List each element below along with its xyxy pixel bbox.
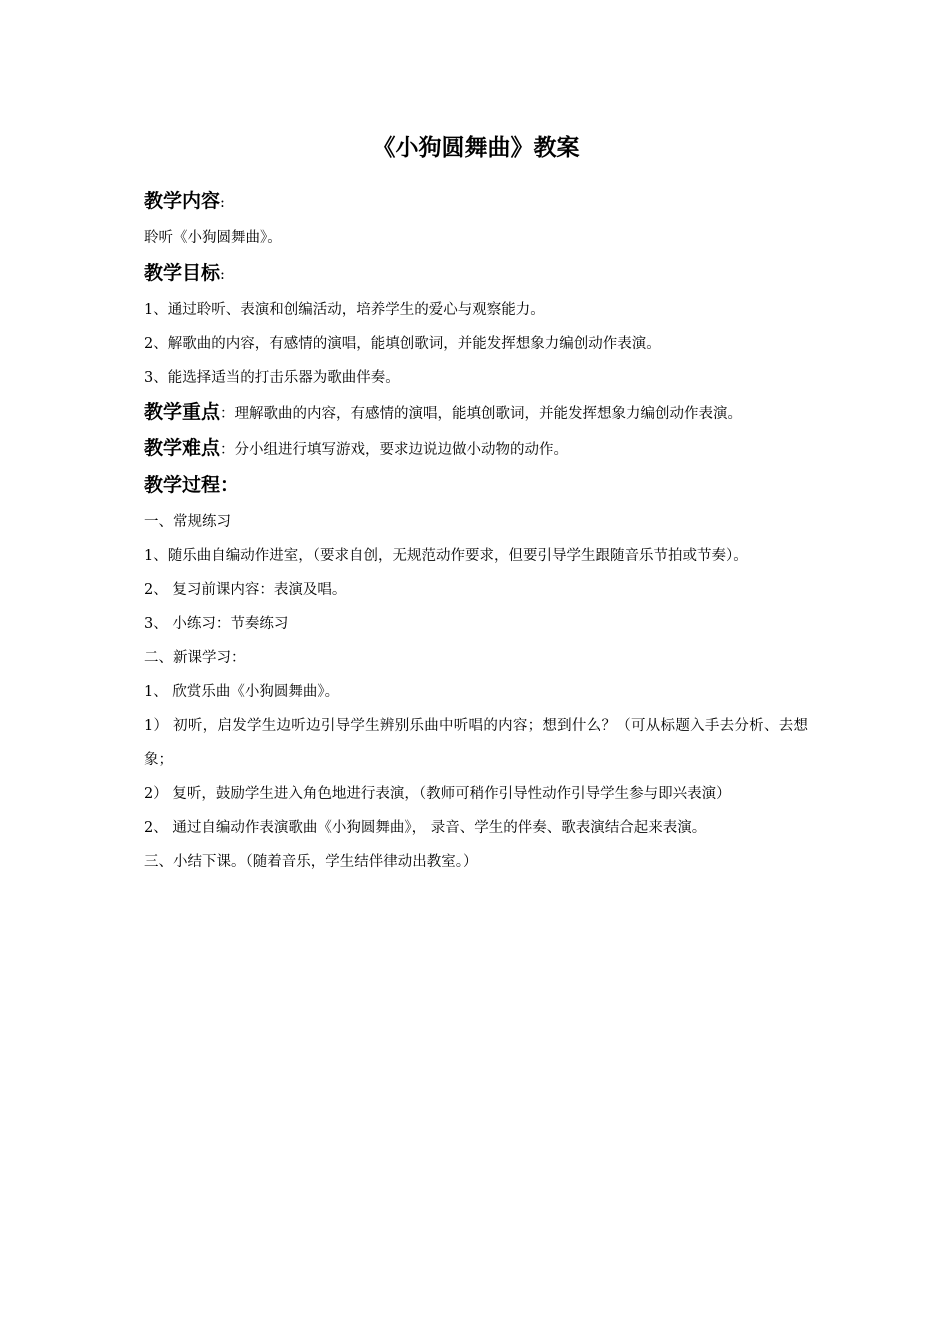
key-heading: 教学重点 xyxy=(144,401,221,423)
goals-heading: 教学目标 xyxy=(144,262,221,284)
content-colon: : xyxy=(220,195,225,211)
section-content xyxy=(144,183,808,221)
section-difficulties xyxy=(144,431,808,467)
process-item: 二、新课学习： xyxy=(144,650,246,666)
section-goals xyxy=(144,255,808,293)
goal-item: 3、能选择适当的打击乐器为歌曲伴奏。 xyxy=(144,370,400,386)
goal-item: 1、通过聆听、表演和创编活动，培养学生的爱心与观察能力。 xyxy=(144,302,545,318)
process-item: 1） 初听，启发学生边听边引导学生辨别乐曲中听唱的内容；想到什么？（可从标题入手去分析、去想象； xyxy=(144,718,808,768)
process-item: 一、常规练习 xyxy=(144,514,231,530)
process-item: 三、小结下课。（随着音乐，学生结伴律动出教室。） xyxy=(144,854,478,870)
process-item: 2、 通过自编动作表演歌曲《小狗圆舞曲》， 录音、学生的伴奏、歌表演结合起来表演。 xyxy=(144,820,707,836)
document-body xyxy=(144,131,808,879)
section-process xyxy=(144,467,808,505)
section-key-points xyxy=(144,395,808,431)
document-title: 《小狗圆舞曲》教案 xyxy=(372,135,580,161)
process-item: 3、 小练习：节奏练习 xyxy=(144,616,289,632)
goal-item: 2、解歌曲的内容，有感情的演唱，能填创歌词，并能发挥想象力编创动作表演。 xyxy=(144,336,661,352)
process-item: 2） 复听，鼓励学生进入角色地进行表演，（教师可稍作引导性动作引导学生参与即兴表演） xyxy=(144,786,731,802)
content-text: 聆听《小狗圆舞曲》。 xyxy=(144,230,282,246)
difficult-text: ：分小组进行填写游戏，要求边说边做小动物的动作。 xyxy=(220,442,569,458)
process-item: 2、 复习前课内容：表演及唱。 xyxy=(144,582,347,598)
goals-colon: : xyxy=(220,267,225,283)
process-heading: 教学过程： xyxy=(144,474,240,496)
process-item: 1、随乐曲自编动作进室，（要求自创，无规范动作要求，但要引导学生跟随音乐节拍或节奏）。 xyxy=(144,548,748,564)
process-item: 1、 欣赏乐曲《小狗圆舞曲》。 xyxy=(144,684,340,700)
difficult-heading: 教学难点 xyxy=(144,437,221,459)
content-heading: 教学内容 xyxy=(144,190,221,212)
key-text: ：理解歌曲的内容，有感情的演唱，能填创歌词，并能发挥想象力编创动作表演。 xyxy=(220,406,743,422)
